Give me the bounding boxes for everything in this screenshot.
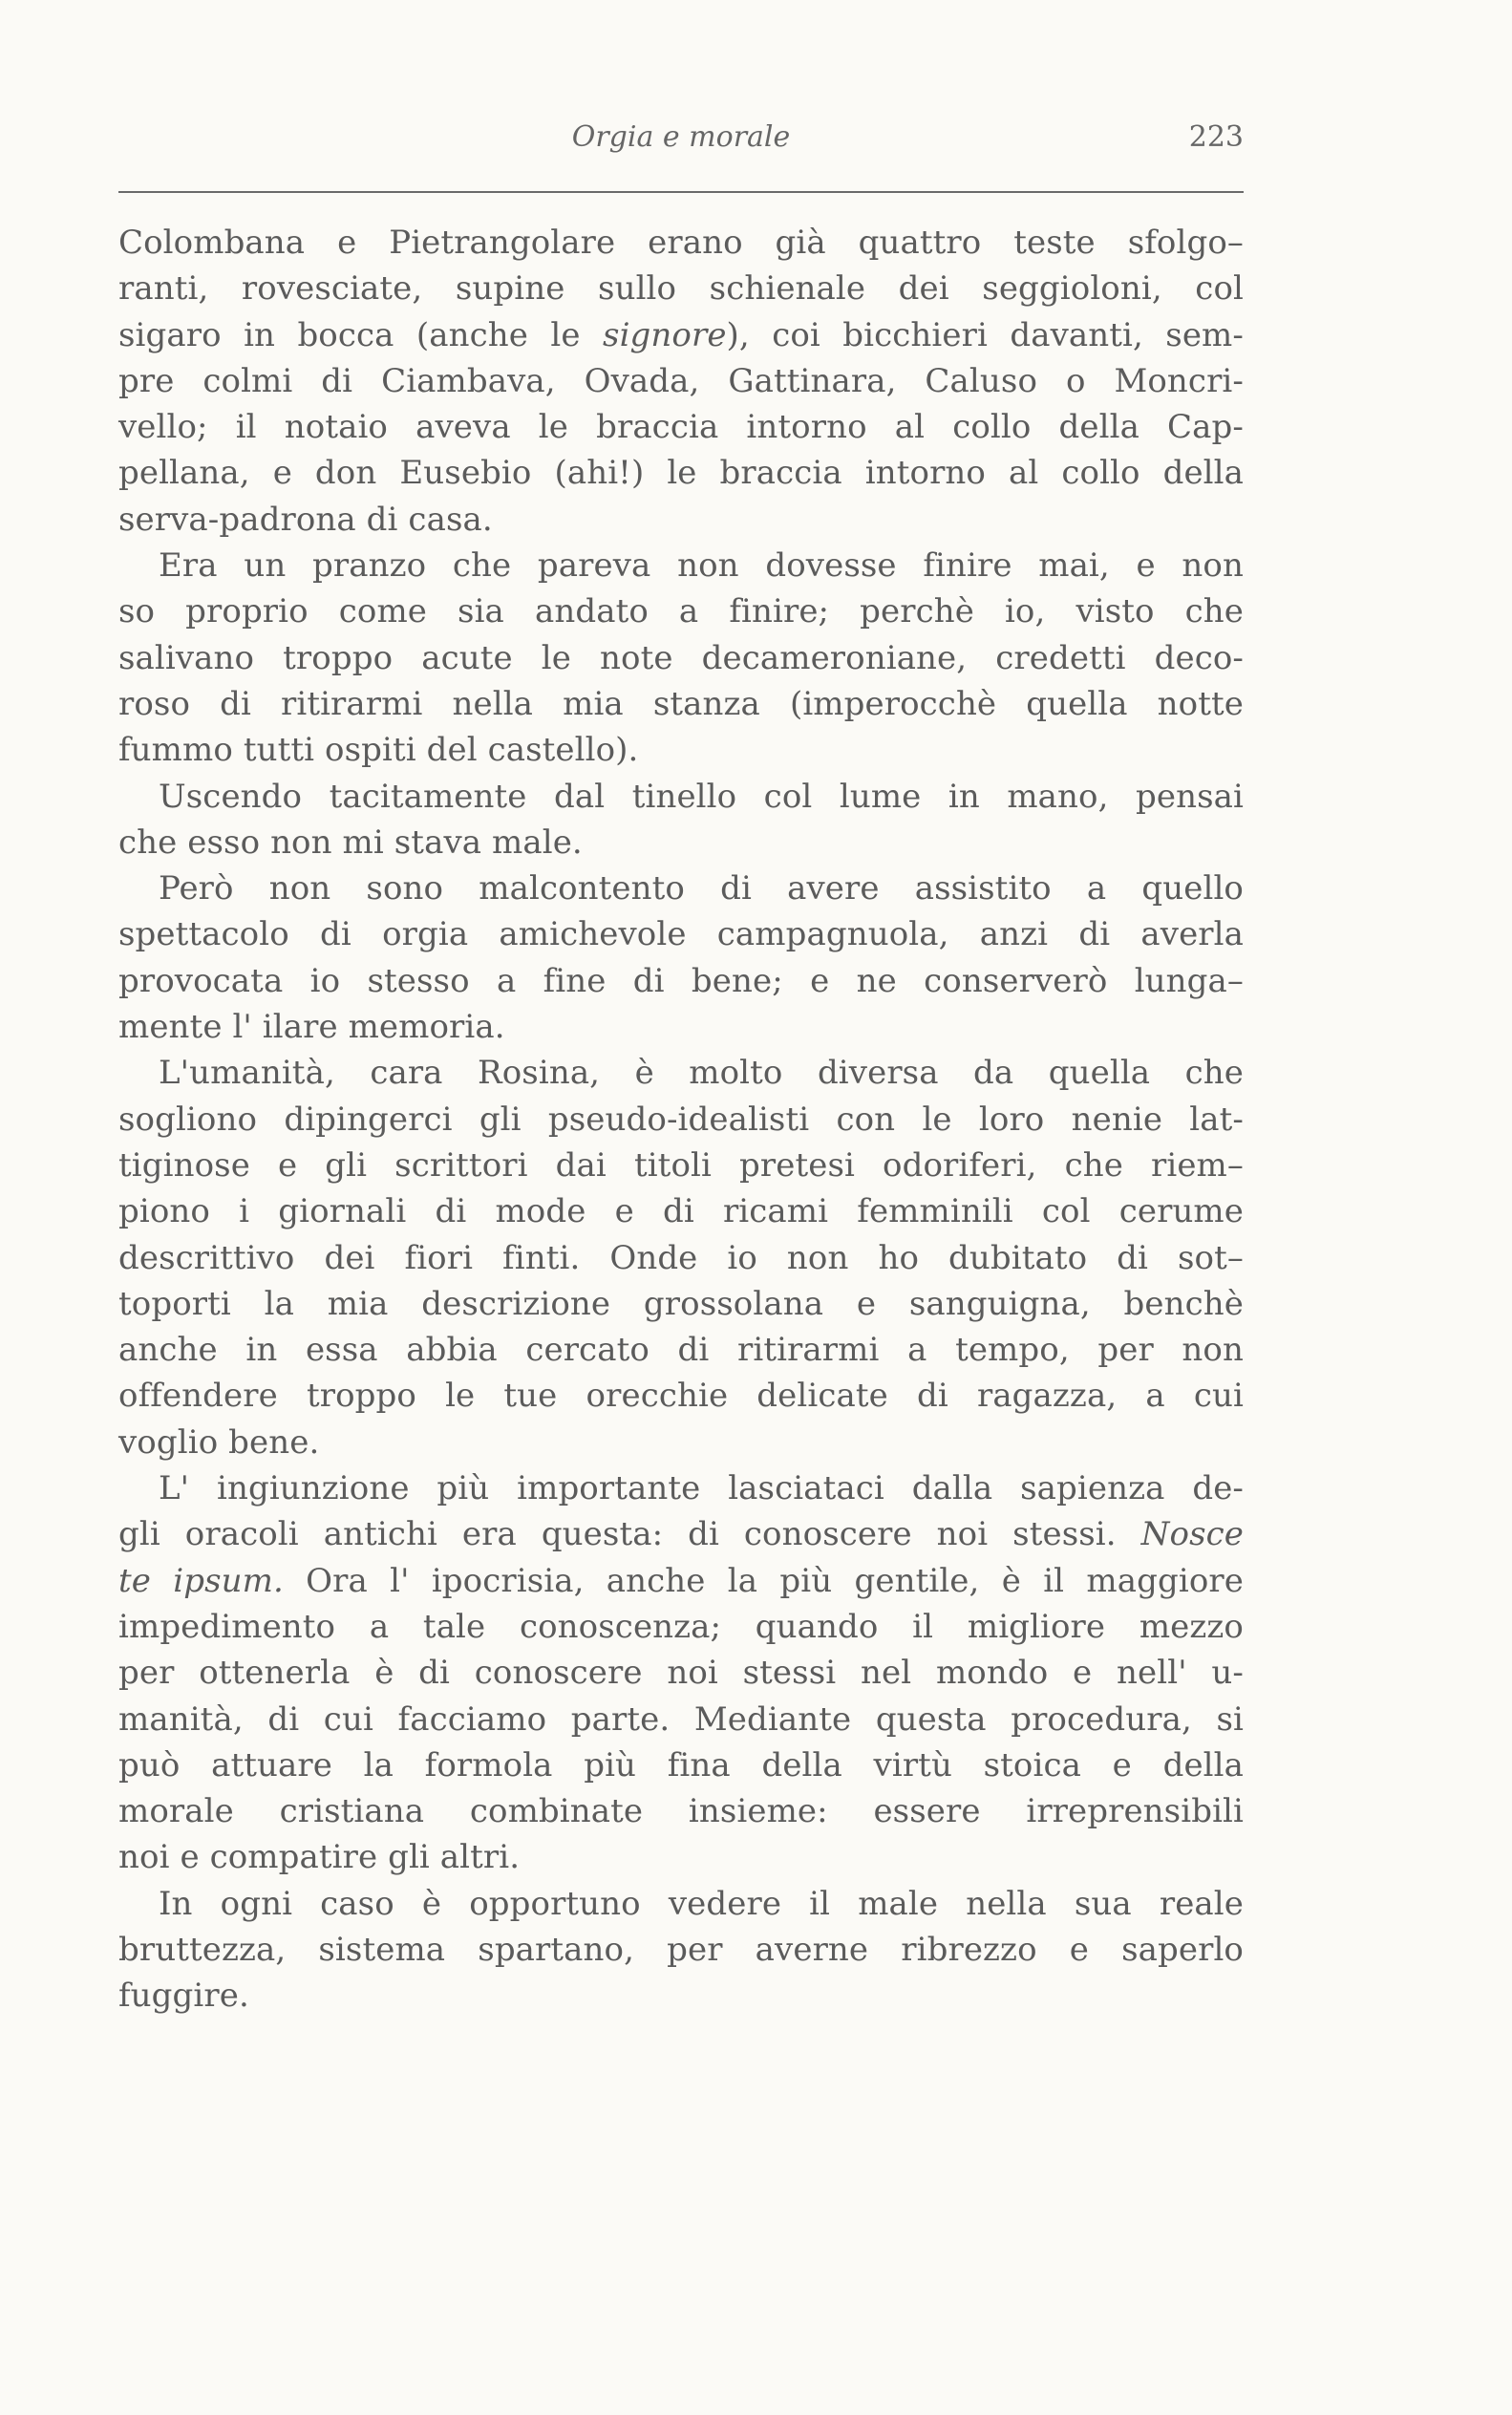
text-line: anche in essa abbia cercato di ritirarmi a tempo, per non: [118, 1331, 1244, 1370]
text-line: descrittivo dei fiori finti. Onde io non ho dubitato di sot–: [118, 1238, 1244, 1277]
text-line: Colombana e Pietrangolare erano già quattro teste sfolgo–: [118, 224, 1244, 262]
text-line: piono i giornali di mode e di ricami femminili col cerume: [118, 1192, 1244, 1231]
text-line: pre colmi di Ciambava, Ovada, Gattinara, Caluso o Moncri-: [118, 361, 1244, 400]
text-line: spettacolo di orgia amichevole campagnuola, anzi di averla: [118, 915, 1244, 954]
running-title: Orgia e morale: [571, 120, 791, 154]
text-line: toporti la mia descrizione grossolana e sanguigna, benchè: [118, 1284, 1244, 1323]
italic-word: te ipsum.: [118, 1561, 284, 1600]
text-line: vello; il notaio aveva le braccia intorno al collo della Cap-: [118, 408, 1244, 447]
page-header: [118, 115, 1244, 162]
text-span: sigaro in bocca (anche le: [118, 315, 604, 354]
text-line: roso di ritirarmi nella mia stanza (imperocchè quella notte: [118, 684, 1244, 723]
page-number: 223: [1188, 120, 1244, 154]
text-line: ranti, rovesciate, supine sullo schienale dei seggioloni, col: [118, 269, 1244, 309]
text-line: offendere troppo le tue orecchie delicate di ragazza, a cui: [118, 1377, 1244, 1416]
text-line: noi e compatire gli altri.: [118, 1838, 521, 1877]
text-span: gli oracoli antichi era questa: di conoscere noi stessi.: [118, 1515, 1141, 1554]
italic-word: Nosce: [1140, 1515, 1244, 1554]
text-line: tiginose e gli scrittori dai titoli pretesi odoriferi, che riem–: [118, 1145, 1244, 1185]
text-line: Era un pranzo che pareva non dovesse finire mai, e non: [159, 546, 1244, 586]
text-line: manità, di cui facciamo parte. Mediante questa procedura, si: [118, 1699, 1244, 1739]
text-line: so proprio come sia andato a finire; perchè io, visto che: [118, 592, 1244, 631]
text-line: Però non sono malcontento di avere assistito a quello: [159, 869, 1244, 908]
text-line: mente l' ilare memoria.: [118, 1008, 505, 1047]
text-line: può attuare la formola più fina della virtù stoica e della: [118, 1745, 1244, 1785]
text-line: bruttezza, sistema spartano, per averne ribrezzo e saperlo: [118, 1930, 1244, 1969]
text-line: impedimento a tale conoscenza; quando il migliore mezzo: [118, 1607, 1244, 1646]
text-line: Uscendo tacitamente dal tinello col lume in mano, pensai: [159, 777, 1244, 816]
text-line: L'umanità, cara Rosina, è molto diversa da quella che: [159, 1054, 1244, 1093]
text-line: serva-padrona di casa.: [118, 500, 493, 539]
italic-word: signore: [603, 315, 727, 354]
body-text: [118, 220, 1244, 2020]
text-line: voglio bene.: [118, 1422, 320, 1462]
text-line: per ottenerla è di conoscere noi stessi nel mondo e nell' u-: [118, 1654, 1244, 1693]
text-line: pellana, e don Eusebio (ahi!) le braccia intorno al collo della: [118, 454, 1244, 493]
text-line: In ogni caso è opportuno vedere il male nella sua reale: [159, 1884, 1244, 1923]
text-line: morale cristiana combinate insieme: essere irreprensibili: [118, 1792, 1244, 1831]
text-line: salivano troppo acute le note decameroniane, credetti deco-: [118, 638, 1244, 677]
text-span: Ora l' ipocrisia, anche la più gentile, è il maggiore: [283, 1561, 1244, 1600]
text-line: [118, 1511, 1244, 1557]
text-line: L' ingiunzione più importante lasciataci dalla sapienza de-: [159, 1469, 1244, 1508]
text-line: [118, 312, 1244, 358]
text-line: che esso non mi stava male.: [118, 823, 583, 862]
text-line: provocata io stesso a fine di bene; e ne conserverò lunga–: [118, 961, 1244, 1000]
text-line: [118, 1558, 1244, 1604]
text-line: fuggire.: [118, 1977, 249, 2016]
header-rule: [118, 191, 1244, 193]
text-span: ), coi bicchieri davanti, sem-: [726, 315, 1244, 354]
text-line: fummo tutti ospiti del castello).: [118, 731, 639, 770]
text-line: sogliono dipingerci gli pseudo-idealisti con le loro nenie lat-: [118, 1100, 1244, 1139]
